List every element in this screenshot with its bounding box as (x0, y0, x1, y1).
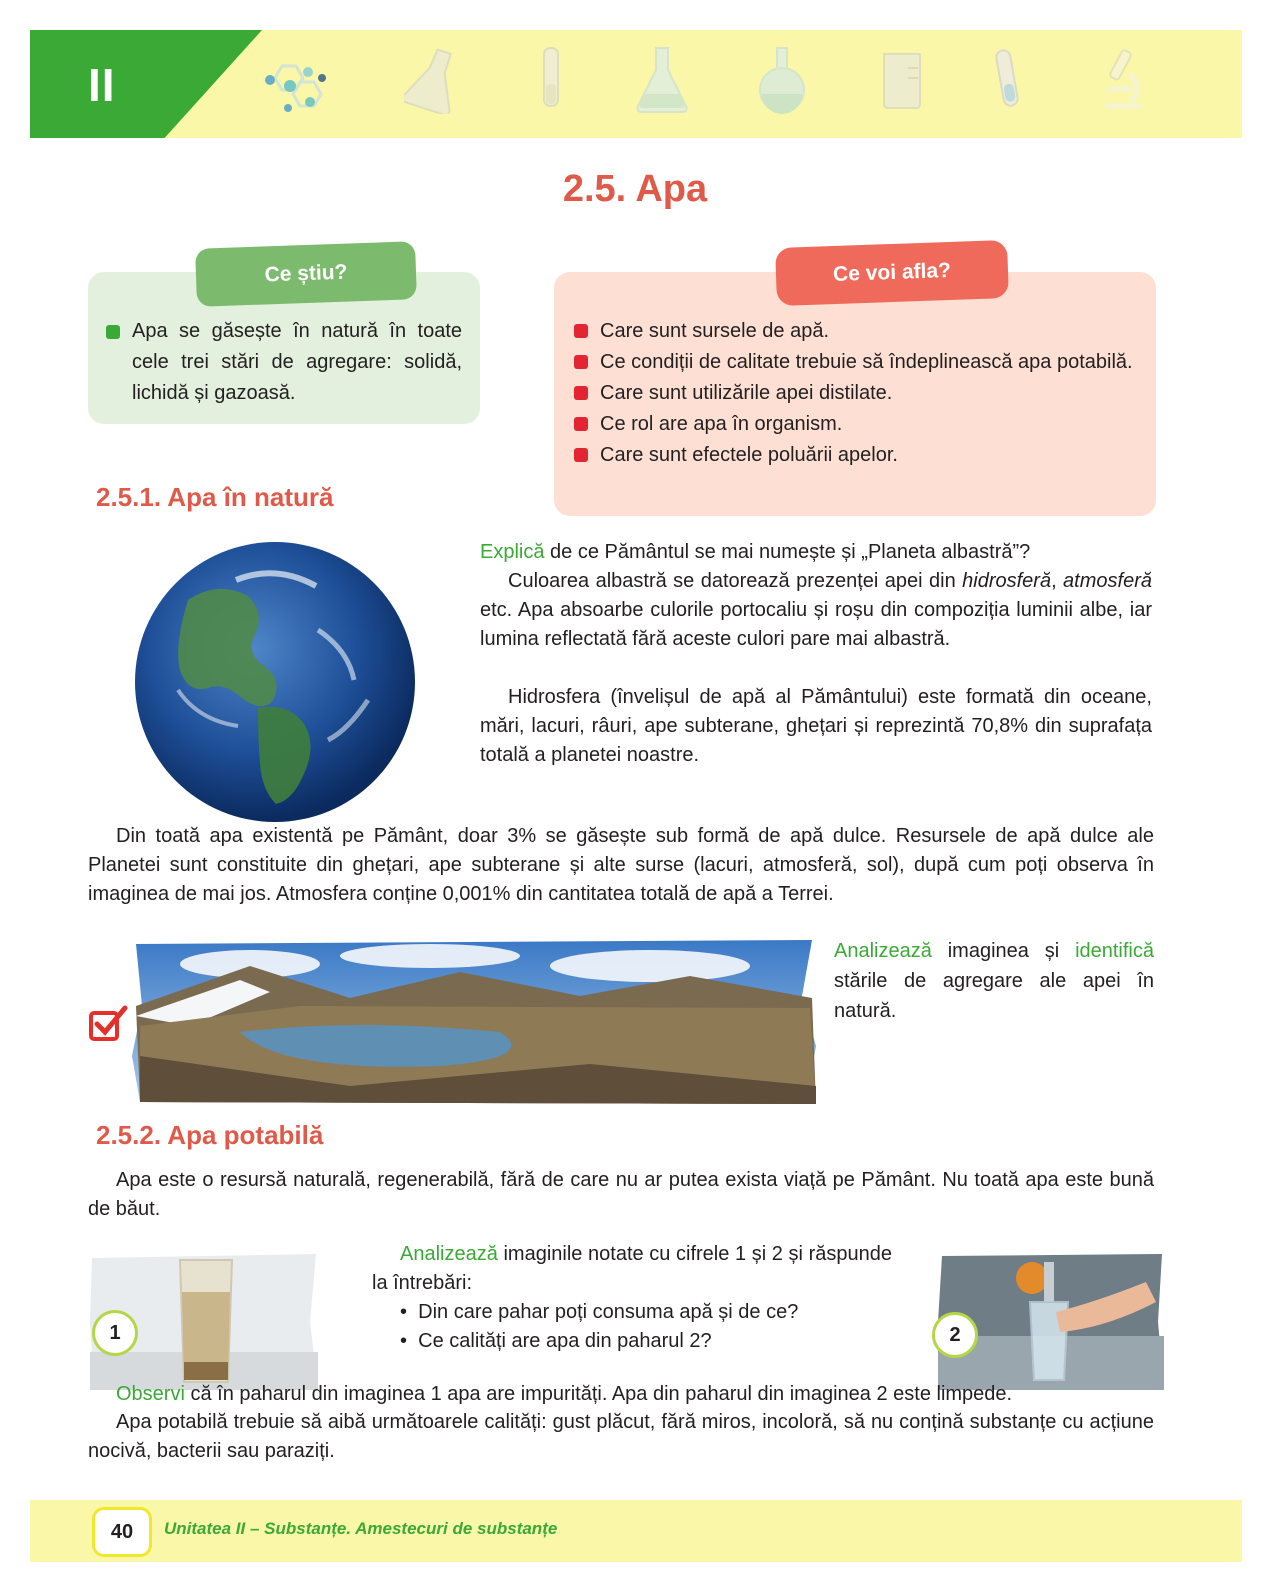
image-number-badge: 1 (92, 1310, 138, 1356)
page-number: 40 (92, 1507, 152, 1557)
erlenmeyer-flask-icon (404, 44, 464, 114)
paragraph-blue-color: Culoarea albastră se datorează prezenței apei din hidrosferă, atmosferă etc. Apa absoarbe culorile portocaliu și roșu din compoziția luminii albe, iar lumina reflectată fără aceste culori pare mai albastră. (480, 570, 1152, 650)
learn-item: Ce rol are apa în organism. (574, 409, 1150, 440)
question-item: • Din care pahar poți consuma apă și de ce? (400, 1301, 799, 1323)
earth-image (118, 540, 432, 824)
thermometer-icon (522, 44, 582, 114)
page-title: 2.5. Apa (562, 168, 708, 210)
paragraph-observe: Observi că în paharul din imaginea 1 apa are impurități. Apa din paharul din imaginea 2 este limpede. (116, 1383, 1013, 1405)
paragraph-resource: Apa este o resursă naturală, regenerabilă, fără de care nu ar putea exista viață pe Pământ. Nu toată apa este bună de băut. (88, 1169, 1154, 1220)
paragraph-hydrosphere: Hidrosfera (învelișul de apă al Pământului) este formată din oceane, mări, lacuri, râuri, ape subterane, ghețari și reprezintă 70,8% din suprafața totală a planetei noastre. (480, 686, 1152, 766)
paragraph-qualities: Apa potabilă trebuie să aibă următoarele calități: gust plăcut, fără miros, incoloră, să nu conțină substanțe cu acțiune nocivă, bacterii sau paraziți. (88, 1411, 1154, 1462)
explain-question: Explică de ce Pământul se mai numește și „Planeta albastră”? (480, 541, 1031, 563)
round-flask-icon (752, 44, 812, 114)
unit-numeral: II (88, 59, 116, 111)
checkbox-task-icon (88, 1004, 128, 1042)
clean-glass-image (936, 1252, 1166, 1392)
test-tube-icon (980, 44, 1040, 114)
conical-flask-icon (632, 44, 692, 114)
learn-item: Ce condiții de calitate trebuie să îndeplinească apa potabilă. (574, 347, 1150, 378)
learn-item: Care sunt efectele poluării apelor. (574, 440, 1150, 471)
mountain-lake-image (130, 936, 818, 1108)
question-item: • Ce calități are apa din paharul 2? (400, 1330, 712, 1352)
microscope-icon (1090, 44, 1150, 114)
section-heading-nature: 2.5.1. Apa în natură (96, 482, 334, 512)
learn-item: Care sunt sursele de apă. (574, 316, 1150, 347)
know-text: Apa se găsește în natură în toate cele trei stări de agregare: solidă, lichidă și gazoasă. (132, 320, 462, 404)
learn-item: Care sunt utilizările apei distilate. (574, 378, 1150, 409)
learn-tab: Ce voi afla? (775, 240, 1009, 306)
molecule-icon (262, 58, 334, 114)
footer-unit-title: Unitatea II – Substanțe. Amestecuri de substanțe (164, 1519, 558, 1538)
analyze-task: Analizează imaginea și identifică stările de agregare ale apei în natură. (834, 940, 1154, 1022)
learn-list (574, 316, 1150, 471)
task-verb: Explică (480, 541, 545, 563)
beaker-icon (872, 44, 932, 114)
dirty-glass-image (88, 1252, 320, 1392)
section-heading-potable: 2.5.2. Apa potabilă (96, 1120, 324, 1150)
paragraph-fresh-water: Din toată apa existentă pe Pământ, doar 3% se găsește sub formă de apă dulce. Resursele de apă dulce ale Planetei sunt constituite din ghețari, ape subterane și alte surse (lacuri, atmosferă, sol), după cum poți observa în imaginea de mai jos. Atmosfera conține 0,001% din cantitatea totală de apă a Terrei. (88, 825, 1154, 905)
image-number-badge: 2 (932, 1312, 978, 1358)
analyze-images-task: Analizează imaginile notate cu cifrele 1 și 2 și răspunde la întrebări: (372, 1243, 892, 1294)
know-tab: Ce știu? (195, 241, 417, 307)
green-bullet-icon (106, 325, 120, 339)
